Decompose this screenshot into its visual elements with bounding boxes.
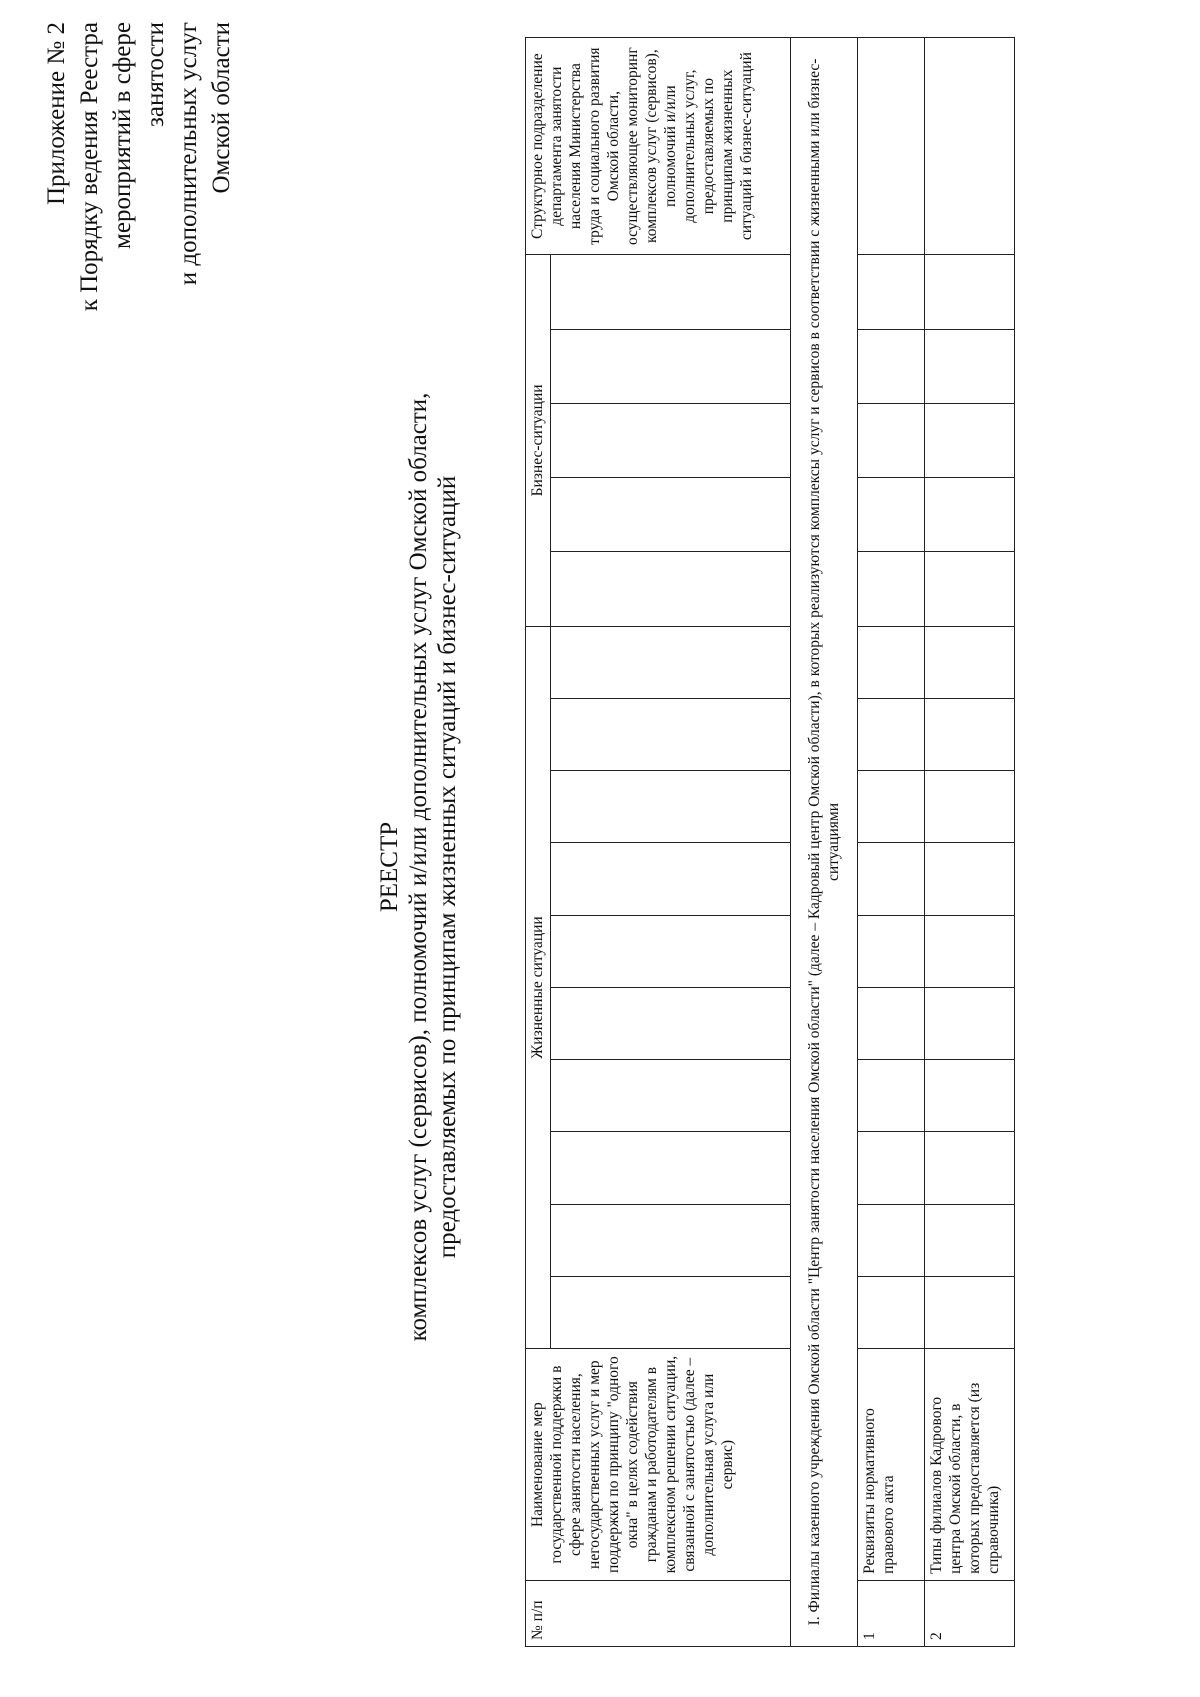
table-row bbox=[858, 38, 925, 1647]
cell bbox=[925, 552, 1015, 626]
row-no: 2 bbox=[925, 1580, 1015, 1646]
row-name: Типы филиалов Кадрового центра Омской области, в которых предоставляется (из справочника) bbox=[925, 1349, 1015, 1581]
cell bbox=[858, 38, 925, 255]
cell bbox=[858, 915, 925, 987]
cell bbox=[858, 626, 925, 698]
cell bbox=[925, 1204, 1015, 1276]
title-line: комплексов услуг (сервисов), полномочий и/или дополнительных услуг Омской области, bbox=[405, 392, 432, 1342]
cell bbox=[925, 1060, 1015, 1132]
life-subcol bbox=[551, 1204, 791, 1276]
section-row bbox=[791, 38, 858, 1647]
cell bbox=[858, 698, 925, 770]
cell bbox=[925, 1277, 1015, 1349]
table-row bbox=[925, 38, 1015, 1647]
life-subcol bbox=[551, 1277, 791, 1349]
cell bbox=[925, 329, 1015, 403]
cell bbox=[858, 403, 925, 477]
appendix-line: и дополнительных услуг bbox=[175, 22, 202, 286]
cell bbox=[858, 1277, 925, 1349]
section-title: I. Филиалы казенного учреждения Омской области "Центр занятости населения Омской области" (далее – Кадровый центр Омской области), в которых реализуются комплексы услуг и сервисов в соответствии с жизненными или бизнес-ситуациями bbox=[791, 38, 858, 1647]
cell bbox=[925, 698, 1015, 770]
registry-table bbox=[525, 37, 1015, 1647]
life-subcol bbox=[551, 1132, 791, 1204]
col-dept-header: Структурное подразделение департамента занятости населения Министерства труда и социального развития Омской области, осуществляющее мониторинг комплексов услуг (сервисов), полномочий и/или дополнительных услуг, предоставляемых по принципам жизненных ситуаций и бизнес-ситуаций bbox=[526, 38, 791, 255]
cell bbox=[925, 38, 1015, 255]
life-subcol bbox=[551, 915, 791, 987]
document-title bbox=[375, 187, 462, 1547]
cell bbox=[925, 987, 1015, 1059]
life-subcol bbox=[551, 987, 791, 1059]
col-name-header: Наименование мер государственной поддержки в сфере занятости населения, негосударственных услуг и мер поддержки по принципу "одного окна" в целях содействия гражданам и работодателям в комплексном решении ситуации, связанной с занятостью (далее – дополнительная услуга или сервис) bbox=[526, 1349, 791, 1581]
cell bbox=[858, 552, 925, 626]
business-subcol bbox=[551, 403, 791, 477]
business-subcol bbox=[551, 478, 791, 552]
business-subcol bbox=[551, 329, 791, 403]
life-subcol bbox=[551, 626, 791, 698]
life-subcol bbox=[551, 698, 791, 770]
cell bbox=[925, 915, 1015, 987]
cell bbox=[858, 987, 925, 1059]
appendix-line: мероприятий в сфере занятости bbox=[109, 22, 169, 249]
cell bbox=[925, 771, 1015, 843]
appendix-line: Приложение № 2 bbox=[43, 22, 70, 206]
col-life-header: Жизненные ситуации bbox=[526, 626, 551, 1349]
cell bbox=[925, 478, 1015, 552]
cell bbox=[858, 843, 925, 915]
row-no: 1 bbox=[858, 1580, 925, 1646]
header-row bbox=[526, 38, 551, 1647]
cell bbox=[925, 1132, 1015, 1204]
cell bbox=[925, 255, 1015, 329]
life-subcol bbox=[551, 771, 791, 843]
col-business-header: Бизнес-ситуации bbox=[526, 255, 551, 626]
appendix-line: к Порядку ведения Реестра bbox=[76, 22, 103, 312]
cell bbox=[858, 329, 925, 403]
cell bbox=[858, 771, 925, 843]
cell bbox=[858, 255, 925, 329]
cell bbox=[858, 1204, 925, 1276]
cell bbox=[858, 478, 925, 552]
title-line: РЕЕСТР bbox=[376, 821, 403, 913]
business-subcol bbox=[551, 552, 791, 626]
col-no-header: № п/п bbox=[526, 1580, 791, 1646]
appendix-line: Омской области bbox=[208, 22, 235, 194]
cell bbox=[925, 626, 1015, 698]
appendix-header bbox=[40, 22, 238, 352]
life-subcol bbox=[551, 1060, 791, 1132]
row-name: Реквизиты нормативного правового акта bbox=[858, 1349, 925, 1581]
business-subcol bbox=[551, 255, 791, 329]
cell bbox=[925, 843, 1015, 915]
cell bbox=[858, 1060, 925, 1132]
cell bbox=[925, 403, 1015, 477]
cell bbox=[858, 1132, 925, 1204]
title-line: предоставляемых по принципам жизненных ситуаций и бизнес-ситуаций bbox=[434, 475, 461, 1259]
life-subcol bbox=[551, 843, 791, 915]
